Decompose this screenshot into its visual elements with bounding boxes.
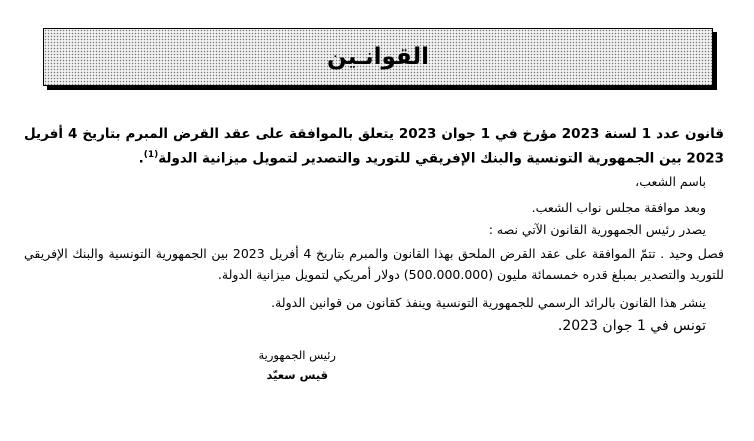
preamble-people: باسم الشعب، bbox=[635, 174, 706, 189]
signature-block bbox=[259, 345, 336, 385]
publication-clause: ينشر هذا القانون بالرائد الرسمي للجمهورية التونسية وينفذ كقانون من قوانين الدولة. bbox=[271, 295, 706, 310]
signature-title: رئيس الجمهورية bbox=[258, 348, 336, 362]
place-date: تونس في 1 جوان 2023. bbox=[557, 318, 706, 334]
law-heading bbox=[24, 124, 724, 170]
section-title-box bbox=[43, 28, 713, 86]
law-heading-text: قانون عدد 1 لسنة 2023 مؤرخ في 1 جوان 2023 يتعلق بالموافقة على عقد القرض المبرم بتاريخ 4 أفريل 2023 بين الجمهورية التونسية والبنك الإفريقي للتوريد والتصدير لتمويل ميزانية الدولة bbox=[24, 126, 725, 167]
preamble-approval: وبعد موافقة مجلس نواب الشعب. bbox=[531, 200, 706, 215]
footnote-marker: (1) bbox=[143, 150, 159, 160]
law-heading-end: . bbox=[138, 150, 144, 167]
single-article: فصل وحيد . تتمّ الموافقة على عقد القرض الملحق بهذا القانون والمبرم بتاريخ 4 أفريل 2023 بين الجمهورية التونسية والبنك الإفريقي للتوريد والتصدير بمبلغ قدره خمسمائة مليون (500.000.000) دولار أمريكي لتمويل ميزانية الدولة. bbox=[24, 246, 725, 282]
preamble-issue: يصدر رئيس الجمهورية القانون الآتي نصه : bbox=[488, 222, 706, 237]
section-title: القوانـين bbox=[327, 44, 429, 70]
signature-name: قيس سعيّد bbox=[266, 368, 329, 382]
